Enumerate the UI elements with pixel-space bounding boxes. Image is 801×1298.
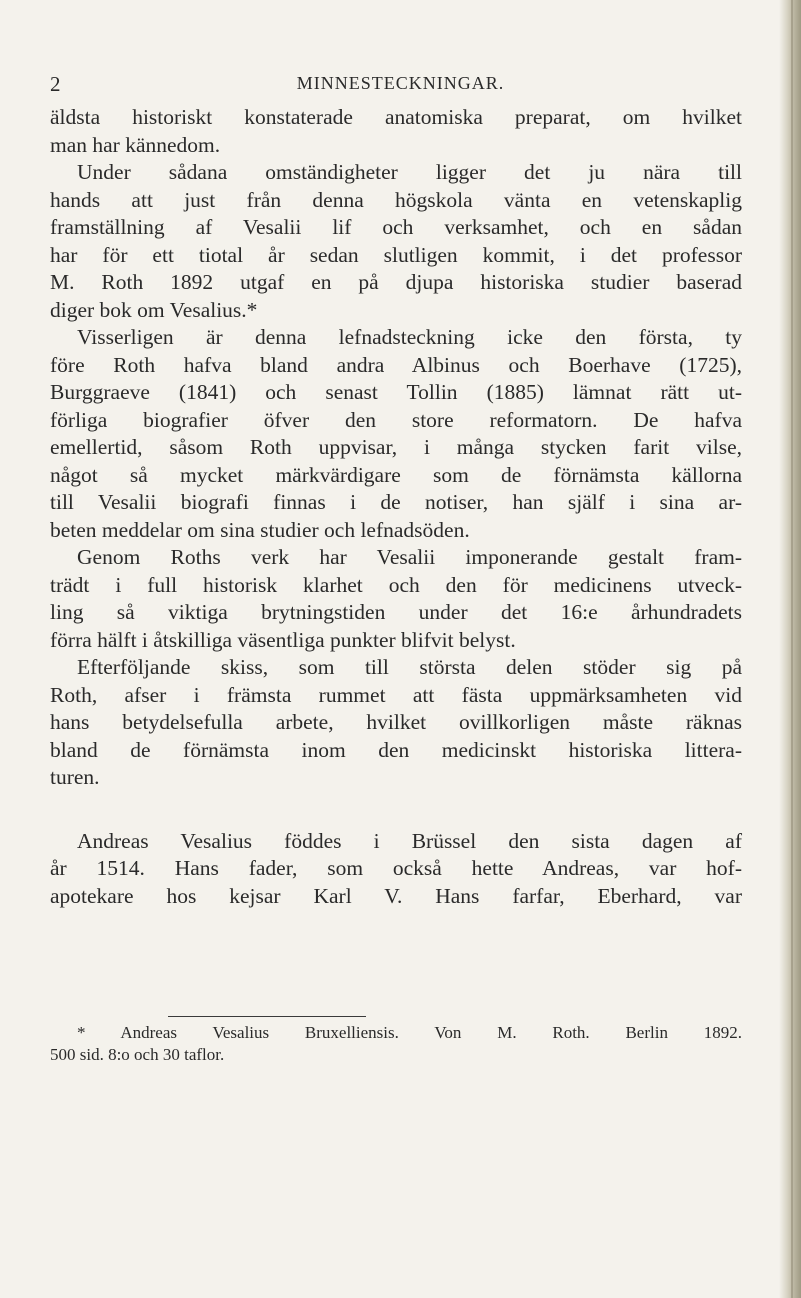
text-line: beten meddelar om sina studier och lefnadsöden. [50, 517, 470, 542]
text-line: har för ett tiotal år sedan slutligen kommit, i det professor [50, 242, 742, 267]
body-text [50, 104, 742, 910]
paragraph-start-line: Andreas Vesalius föddes i Brüssel den sista dagen af [77, 828, 742, 853]
footnote-rule [168, 1016, 366, 1017]
text-line: år 1514. Hans fader, som också hette Andreas, var hof- [50, 856, 742, 880]
text-line: hands att just från denna högskola vänta en vetenskaplig [50, 187, 742, 212]
text-line: hans betydelsefulla arbete, hvilket ovillkorligen måste räknas [50, 710, 742, 734]
text-line: förliga biografier öfver den store reformatorn. De hafva [50, 407, 742, 432]
footnote [50, 1022, 742, 1066]
text-line: ling så viktiga brytningstiden under det 16:e århundradets [50, 600, 742, 624]
text-line: bland de förnämsta inom den medicinskt historiska littera- [50, 737, 742, 762]
page-edge-line [791, 0, 793, 1298]
text-line: turen. [50, 765, 100, 789]
text-line: M. Roth 1892 utgaf en på djupa historiska studier baserad [50, 270, 742, 294]
paragraph-start-line: Genom Roths verk har Vesalii imponerande gestalt fram- [77, 545, 742, 569]
paragraph-start-line: Under sådana omständigheter ligger det ju nära till [77, 160, 742, 184]
text-line: förra hälft i åtskilliga väsentliga punkter blifvit belyst. [50, 627, 516, 652]
text-line: Roth, afser i främsta rummet att fästa uppmärksamheten vid [50, 682, 742, 707]
footnote-line: 500 sid. 8:o och 30 taflor. [50, 1045, 225, 1064]
text-line: äldsta historiskt konstaterade anatomiska preparat, om hvilket [50, 105, 742, 129]
text-line: före Roth hafva bland andra Albinus och Boerhave (1725), [50, 352, 742, 377]
text-line: något så mycket märkvärdigare som de förnämsta källorna [50, 462, 742, 487]
text-line: till Vesalii biografi finnas i de notiser, han själf i sina ar- [50, 490, 742, 514]
paragraph-start-line: Visserligen är denna lefnadsteckning icke den första, ty [77, 325, 742, 349]
page-number: 2 [50, 72, 61, 96]
page-edge-shadow [779, 0, 801, 1298]
text-line: man har kännedom. [50, 132, 221, 157]
text-line: Burggraeve (1841) och senast Tollin (1885) lämnat rätt ut- [50, 380, 742, 404]
text-line: emellertid, såsom Roth uppvisar, i många stycken farit vilse, [50, 435, 742, 459]
text-line: framställning af Vesalii lif och verksamhet, och en sådan [50, 215, 742, 239]
text-line: apotekare hos kejsar Karl V. Hans farfar, Eberhard, var [50, 883, 742, 908]
running-head: MINNESTECKNINGAR. [296, 73, 505, 93]
text-line: trädt i full historisk klarhet och den för medicinens utveck- [50, 572, 742, 597]
paragraph-start-line: Efterföljande skiss, som till största delen stöder sig på [77, 655, 742, 679]
footnote-line: * Andreas Vesalius Bruxelliensis. Von M. Roth. Berlin 1892. [77, 1023, 742, 1042]
text-line: diger bok om Vesalius.* [50, 297, 258, 322]
section-gap [50, 792, 742, 828]
